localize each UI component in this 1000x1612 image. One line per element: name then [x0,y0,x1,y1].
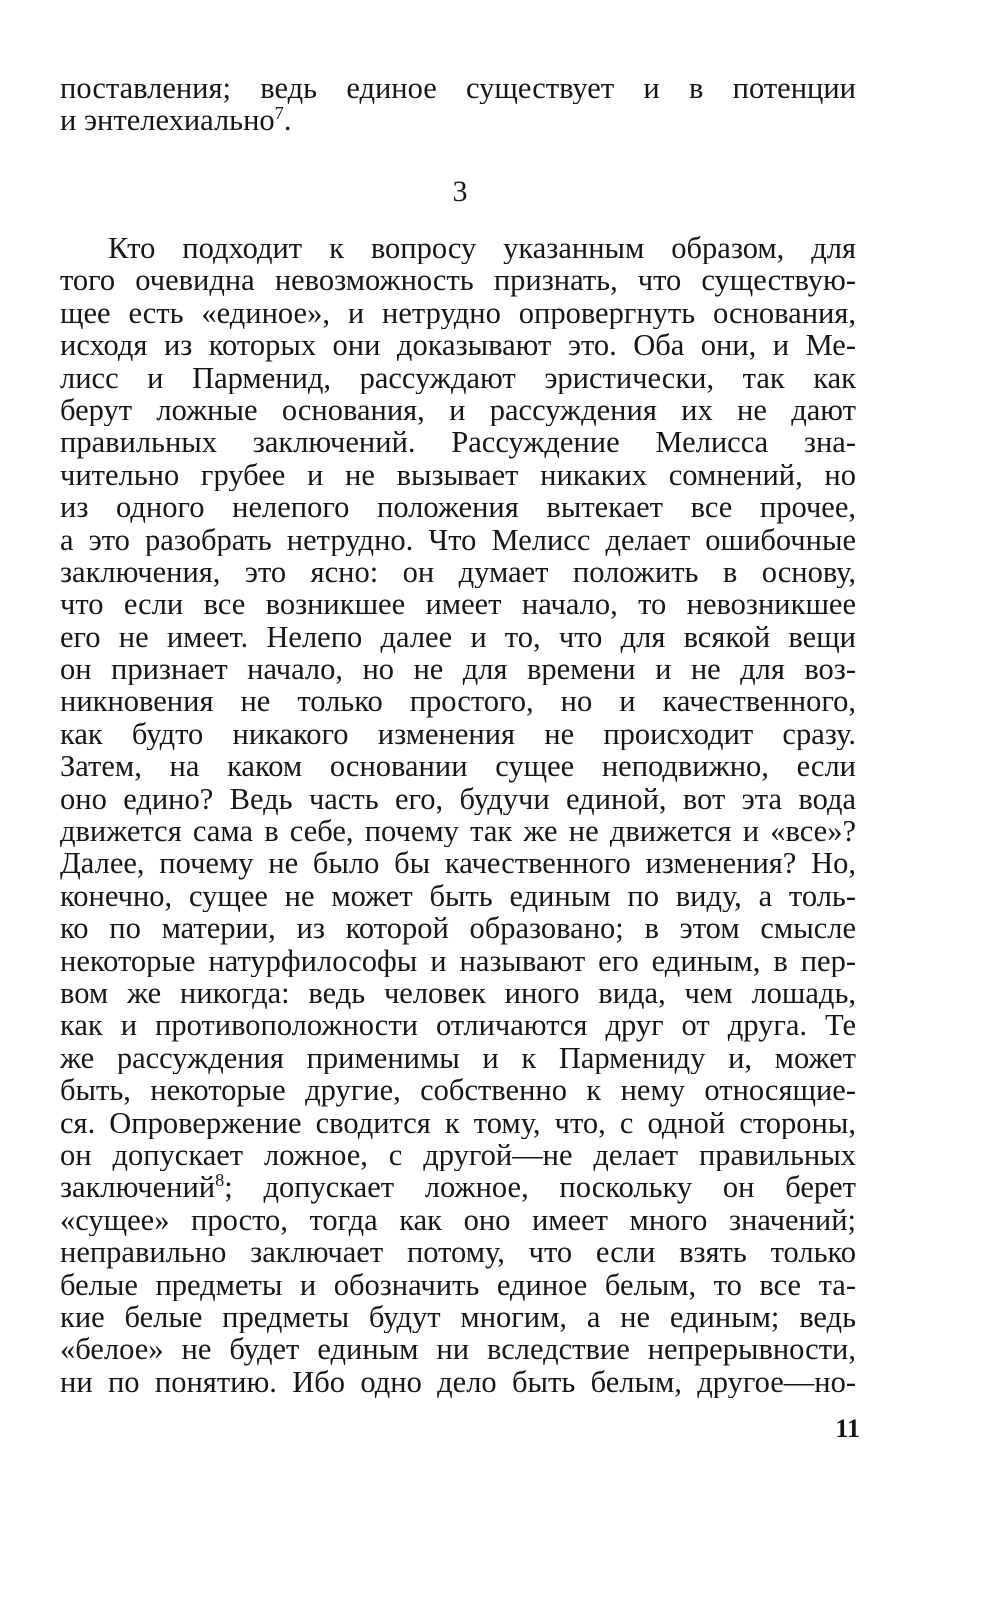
text-line: лисс и Парменид, рассуждают эристически, так как [60,361,856,394]
text-line [60,1171,856,1203]
text-line: он допускает ложное, с другой—не делает правильных [60,1138,856,1172]
text-line: чительно грубее и не вызывает никаких сомнений, но [60,458,856,492]
text-line: ко по материи, из которой образовано; в этом смысле [60,912,856,945]
continued-paragraph [60,72,856,137]
text-line: же рассуждения применимы и к Пармениду и, может [60,1041,856,1075]
text-line: правильных заключений. Рассуждение Мелисса зна- [60,426,856,459]
text-line: того очевидна невозможность признать, что существую- [60,264,856,297]
text-line: никновения не только простого, но и качественного, [60,685,856,718]
text-line: исходя из которых они доказывают это. Оба они, и Ме- [60,329,856,362]
text-line: движется сама в себе, почему так же не движется и «все»? [60,815,856,848]
text-line: его не имеет. Нелепо далее и то, что для всякой вещи [60,620,856,654]
text-line: он признает начало, но не для времени и не для воз- [60,653,856,686]
footnote-marker: 7 [274,104,284,124]
text-line: «сущее» просто, тогда как оно имеет много значений; [60,1203,856,1237]
text-line: как и противоположности отличаются друг от друга. Те [60,1009,856,1042]
text-line: быть, некоторые другие, собственно к нему относящие- [60,1074,856,1107]
text-line-part: заключений [60,1171,216,1204]
footnote-marker: 8 [215,1171,225,1191]
text-line: ся. Опровержение сводится к тому, что, с одной стороны, [60,1106,856,1139]
text-line-part: и энтелехиально [60,104,275,137]
text-line: вом же никогда: ведь человек иного вида, чем лошадь, [60,976,856,1010]
section-number: 3 [452,175,468,208]
text-line: Далее, почему не было бы качественного изменения? Но, [60,847,856,880]
main-paragraph [60,232,856,1398]
text-line-part: ; допускает ложное, поскольку он берет [224,1171,856,1204]
text-line: ни по понятию. Ибо одно дело быть белым, другое—но- [60,1365,856,1399]
page-number: 11 [835,1414,860,1443]
text-line: поставления; ведь единое существует и в потенции [60,72,856,105]
text-line: заключения, это ясно: он думает положить в основу, [60,555,856,589]
text-line: щее есть «единое», и нетрудно опровергнуть основания, [60,296,856,330]
text-line: «белое» не будет единым ни вследствие непрерывности, [60,1333,856,1366]
text-line: конечно, сущее не может быть единым по виду, а толь- [60,879,856,913]
text-line: неправильно заключает потому, что если взять только [60,1236,856,1269]
text-line: а это разобрать нетрудно. Что Мелисс делает ошибочные [60,523,856,556]
text-line: что если все возникшее имеет начало, то невозникшее [60,588,856,621]
text-line: из одного нелепого положения вытекает все прочее, [60,491,856,524]
text-line: как будто никакого изменения не происходит сразу. [60,717,856,751]
text-line: белые предметы и обозначить единое белым, то все та- [60,1268,856,1301]
text-line: некоторые натурфилософы и называют его единым, в пер- [60,944,856,977]
text-line: Затем, на каком основании сущее неподвижно, если [60,750,856,783]
text-line: Кто подходит к вопросу указанным образом, для [108,232,856,265]
text-line [60,104,856,136]
text-line: кие белые предметы будут многим, а не единым; ведь [60,1300,856,1334]
text-line: берут ложные основания, и рассуждения их не дают [60,393,856,427]
text-line-part: . [283,104,292,137]
text-line: оно едино? Ведь часть его, будучи единой, вот эта вода [60,782,856,816]
